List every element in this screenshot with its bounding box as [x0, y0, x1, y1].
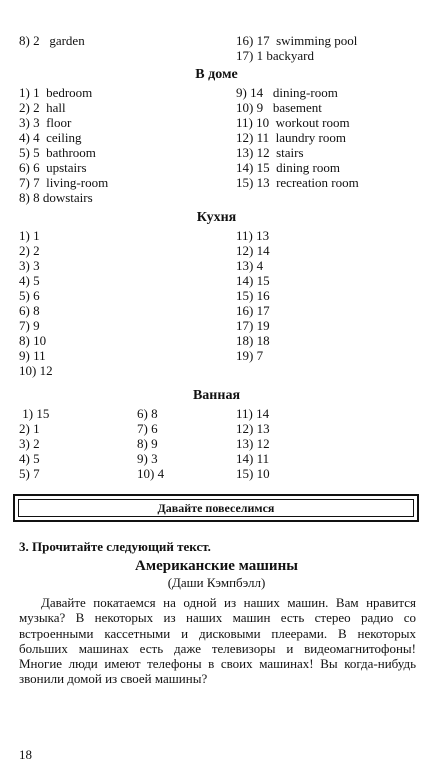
answer-line: 11) 13	[236, 228, 270, 243]
section-box	[13, 494, 419, 522]
text-title: Американские машины	[135, 558, 298, 574]
answer-line: 18) 18	[236, 333, 270, 348]
answer-line: 14) 15	[236, 273, 270, 288]
answer-line: 11) 10 workout room	[236, 115, 350, 130]
section-heading-bathroom: Ванная	[192, 388, 241, 403]
text-author: (Даши Кэмпбэлл)	[167, 575, 266, 590]
answer-line: 2) 2	[19, 243, 40, 258]
answer-line: 8) 8 dowstairs	[19, 190, 93, 205]
answer-line: 1) 15	[19, 406, 50, 421]
answer-line: 10) 9 basement	[236, 100, 322, 115]
answer-line: 1) 1	[19, 228, 40, 243]
answer-line: 9) 11	[19, 348, 46, 363]
answer-line: 9) 14 dining-room	[236, 85, 338, 100]
answer-line: 5) 7	[19, 466, 40, 481]
answer-line: 3) 3 floor	[19, 115, 72, 130]
answer-line: 9) 3	[137, 451, 158, 466]
answer-line: 10) 12	[19, 363, 53, 378]
answer-line: 4) 4 ceiling	[19, 130, 82, 145]
answer-line: 17) 19	[236, 318, 270, 333]
reading-paragraph: Давайте покатаемся на одной из наших машин. Вам нравится музыка? В некоторых из наших машин есть стерео радио со встроенными кассетными и дисковыми плеерами. В некоторых больших машинах есть даже телевизоры и видеомагнитофоны! Многие люди имеют телефоны в своих машинах! Вы когда-нибудь звонили домой из своей машины?	[19, 595, 416, 687]
answer-line: 16) 17 swimming pool	[236, 33, 358, 48]
answer-line: 19) 7	[236, 348, 264, 363]
answer-line: 12) 14	[236, 243, 270, 258]
answer-line: 14) 11	[236, 451, 270, 466]
answer-line: 17) 1 backyard	[236, 48, 314, 63]
answer-line: 8) 10	[19, 333, 47, 348]
answer-line: 13) 12	[236, 436, 270, 451]
answer-line: 4) 5	[19, 273, 40, 288]
answer-line: 5) 5 bathroom	[19, 145, 96, 160]
answer-line: 7) 6	[137, 421, 158, 436]
answer-line: 12) 11 laundry room	[236, 130, 346, 145]
answer-line: 6) 8	[19, 303, 40, 318]
answer-line: 15) 16	[236, 288, 270, 303]
answer-line: 6) 8	[137, 406, 158, 421]
answer-line: 8) 2 garden	[19, 33, 85, 48]
task-instruction: 3. Прочитайте следующий текст.	[19, 539, 211, 554]
answer-line: 5) 6	[19, 288, 40, 303]
answer-line: 13) 4	[236, 258, 264, 273]
answer-line: 1) 1 bedroom	[19, 85, 93, 100]
answer-line: 12) 13	[236, 421, 270, 436]
answer-line: 8) 9	[137, 436, 158, 451]
answer-line: 15) 10	[236, 466, 270, 481]
section-heading-house: В доме	[195, 67, 238, 82]
section-heading-kitchen: Кухня	[196, 210, 237, 225]
answer-line: 2) 1	[19, 421, 40, 436]
answer-line: 15) 13 recreation room	[236, 175, 359, 190]
answer-line: 13) 12 stairs	[236, 145, 304, 160]
answer-line: 4) 5	[19, 451, 40, 466]
answer-line: 7) 9	[19, 318, 40, 333]
answer-line: 11) 14	[236, 406, 270, 421]
answer-line: 2) 2 hall	[19, 100, 66, 115]
section-box-title: Давайте повеселимся	[18, 499, 414, 517]
answer-line: 7) 7 living-room	[19, 175, 109, 190]
answer-line: 14) 15 dining room	[236, 160, 340, 175]
answer-line: 3) 3	[19, 258, 40, 273]
answer-line: 6) 6 upstairs	[19, 160, 87, 175]
page-number: 18	[19, 747, 32, 762]
answer-line: 16) 17	[236, 303, 270, 318]
answer-line: 10) 4	[137, 466, 165, 481]
answer-line: 3) 2	[19, 436, 40, 451]
